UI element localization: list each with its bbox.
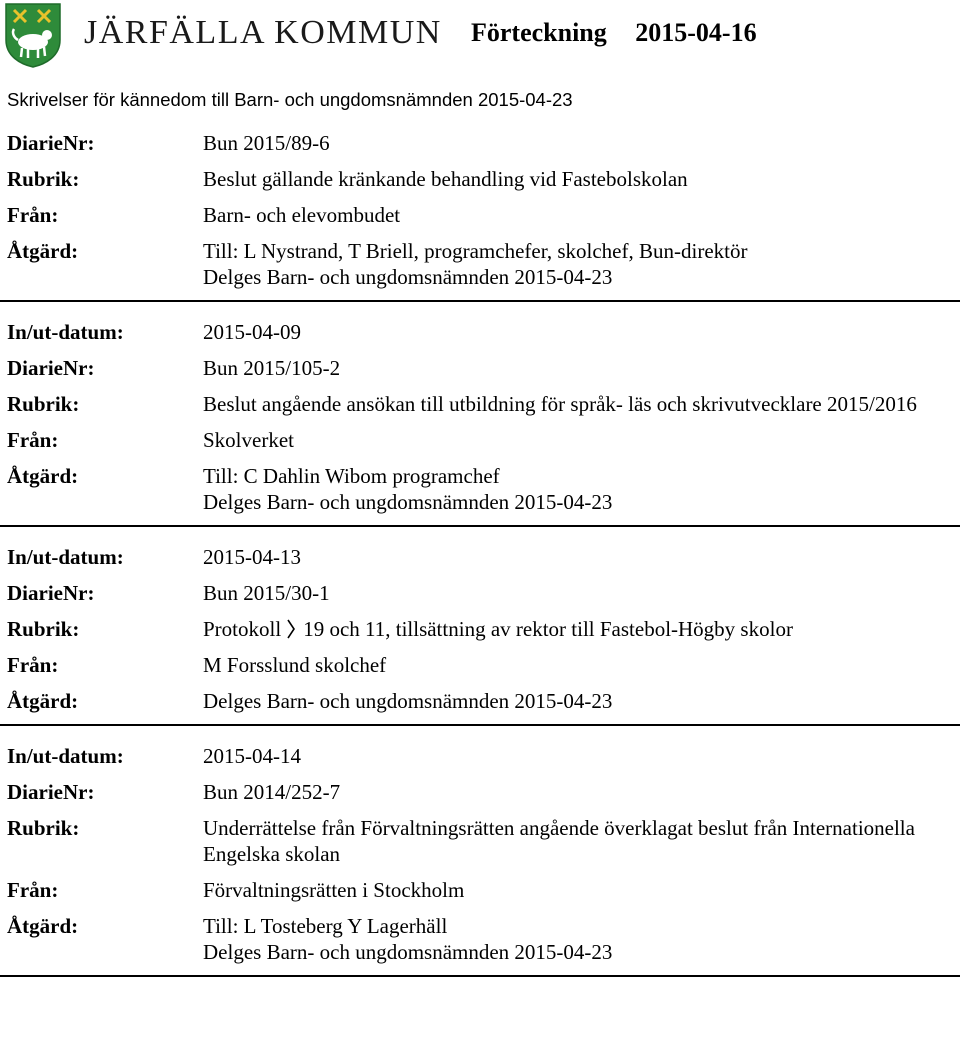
fran-label: Från: <box>7 878 59 902</box>
rubrik-row <box>0 391 960 417</box>
fran-value: Förvaltningsrätten i Stockholm <box>203 878 465 902</box>
fran-row <box>0 877 960 903</box>
diarie-value: Bun 2015/105-2 <box>203 356 341 380</box>
document-date: 2015-04-16 <box>635 18 757 47</box>
record-divider <box>0 975 960 977</box>
rubrik-value <box>203 815 923 867</box>
atgard-row <box>0 688 960 714</box>
paragraph-mark-icon <box>285 618 297 640</box>
atgard-line: Delges Barn- och ungdomsnämnden 2015-04-23 <box>203 265 613 289</box>
date-label: In/ut-datum: <box>7 320 124 344</box>
rubrik-label: Rubrik: <box>7 167 80 191</box>
record-divider <box>0 724 960 726</box>
rubrik-label: Rubrik: <box>7 816 80 840</box>
date-row <box>0 743 960 769</box>
page-header <box>0 0 960 75</box>
rubrik-text-pre: Protokoll <box>203 617 282 641</box>
diarie-label: DiarieNr: <box>7 356 95 380</box>
date-label: In/ut-datum: <box>7 545 124 569</box>
document-title-text: Förteckning <box>471 18 607 47</box>
record-item <box>0 544 960 726</box>
diarie-label: DiarieNr: <box>7 131 95 155</box>
diarie-row <box>0 355 960 381</box>
fran-label: Från: <box>7 203 59 227</box>
diarie-row <box>0 580 960 606</box>
rubrik-value <box>203 391 923 417</box>
fran-value: Barn- och elevombudet <box>203 203 401 227</box>
date-row <box>0 544 960 570</box>
atgard-row <box>0 913 960 965</box>
fran-label: Från: <box>7 653 59 677</box>
coat-of-arms-icon <box>4 2 62 68</box>
document-subtitle: Skrivelser för kännedom till Barn- och ungdomsnämnden 2015-04-23 <box>7 89 573 110</box>
record-item <box>0 743 960 977</box>
fran-row <box>0 427 960 453</box>
diarie-label: DiarieNr: <box>7 581 95 605</box>
atgard-label: Åtgärd: <box>7 689 79 713</box>
fran-value: M Forsslund skolchef <box>203 653 387 677</box>
atgard-value <box>203 238 923 290</box>
diarie-label: DiarieNr: <box>7 780 95 804</box>
atgard-value: Delges Barn- och ungdomsnämnden 2015-04-23 <box>203 689 613 713</box>
diarie-row <box>0 779 960 805</box>
atgard-value <box>203 913 923 965</box>
rubrik-row <box>0 616 960 642</box>
organization-name: JÄRFÄLLA KOMMUN <box>84 14 442 51</box>
atgard-line: Till: L Tosteberg Y Lagerhäll <box>203 914 448 938</box>
date-value: 2015-04-13 <box>203 545 301 569</box>
atgard-row <box>0 463 960 515</box>
records-list <box>0 130 960 994</box>
fran-value: Skolverket <box>203 428 294 452</box>
rubrik-row <box>0 166 960 192</box>
rubrik-row <box>0 815 960 867</box>
document-title <box>471 18 757 48</box>
diarie-value: Bun 2015/89-6 <box>203 131 330 155</box>
atgard-line: Till: L Nystrand, T Briell, programchefer, skolchef, Bun-direktör <box>203 239 748 263</box>
fran-row <box>0 652 960 678</box>
atgard-label: Åtgärd: <box>7 914 79 938</box>
date-label: In/ut-datum: <box>7 744 124 768</box>
diarie-value: Bun 2015/30-1 <box>203 581 330 605</box>
atgard-line: Till: C Dahlin Wibom programchef <box>203 464 500 488</box>
rubrik-text: Beslut angående ansökan till utbildning för språk- läs och skrivutvecklare 2015/2016 <box>203 392 917 416</box>
atgard-line: Delges Barn- och ungdomsnämnden 2015-04-23 <box>203 490 613 514</box>
atgard-label: Åtgärd: <box>7 464 79 488</box>
atgard-label: Åtgärd: <box>7 239 79 263</box>
date-row <box>0 319 960 345</box>
diarie-value: Bun 2014/252-7 <box>203 780 341 804</box>
rubrik-text-post: 19 och 11, tillsättning av rektor till Fastebol-Högby skolor <box>303 617 793 641</box>
fran-row <box>0 202 960 228</box>
record-item <box>0 130 960 302</box>
record-divider <box>0 525 960 527</box>
atgard-line: Delges Barn- och ungdomsnämnden 2015-04-23 <box>203 940 613 964</box>
rubrik-value <box>203 616 923 642</box>
date-value: 2015-04-14 <box>203 744 301 768</box>
atgard-row <box>0 238 960 290</box>
rubrik-label: Rubrik: <box>7 392 80 416</box>
date-value: 2015-04-09 <box>203 320 301 344</box>
record-divider <box>0 300 960 302</box>
rubrik-value: Beslut gällande kränkande behandling vid Fastebolskolan <box>203 167 688 191</box>
record-item <box>0 319 960 527</box>
rubrik-text: Underrättelse från Förvaltningsrätten angående överklagat beslut från Internationella Engelska skolan <box>203 816 915 866</box>
rubrik-label: Rubrik: <box>7 617 80 641</box>
diarie-row <box>0 130 960 156</box>
atgard-value <box>203 463 923 515</box>
fran-label: Från: <box>7 428 59 452</box>
